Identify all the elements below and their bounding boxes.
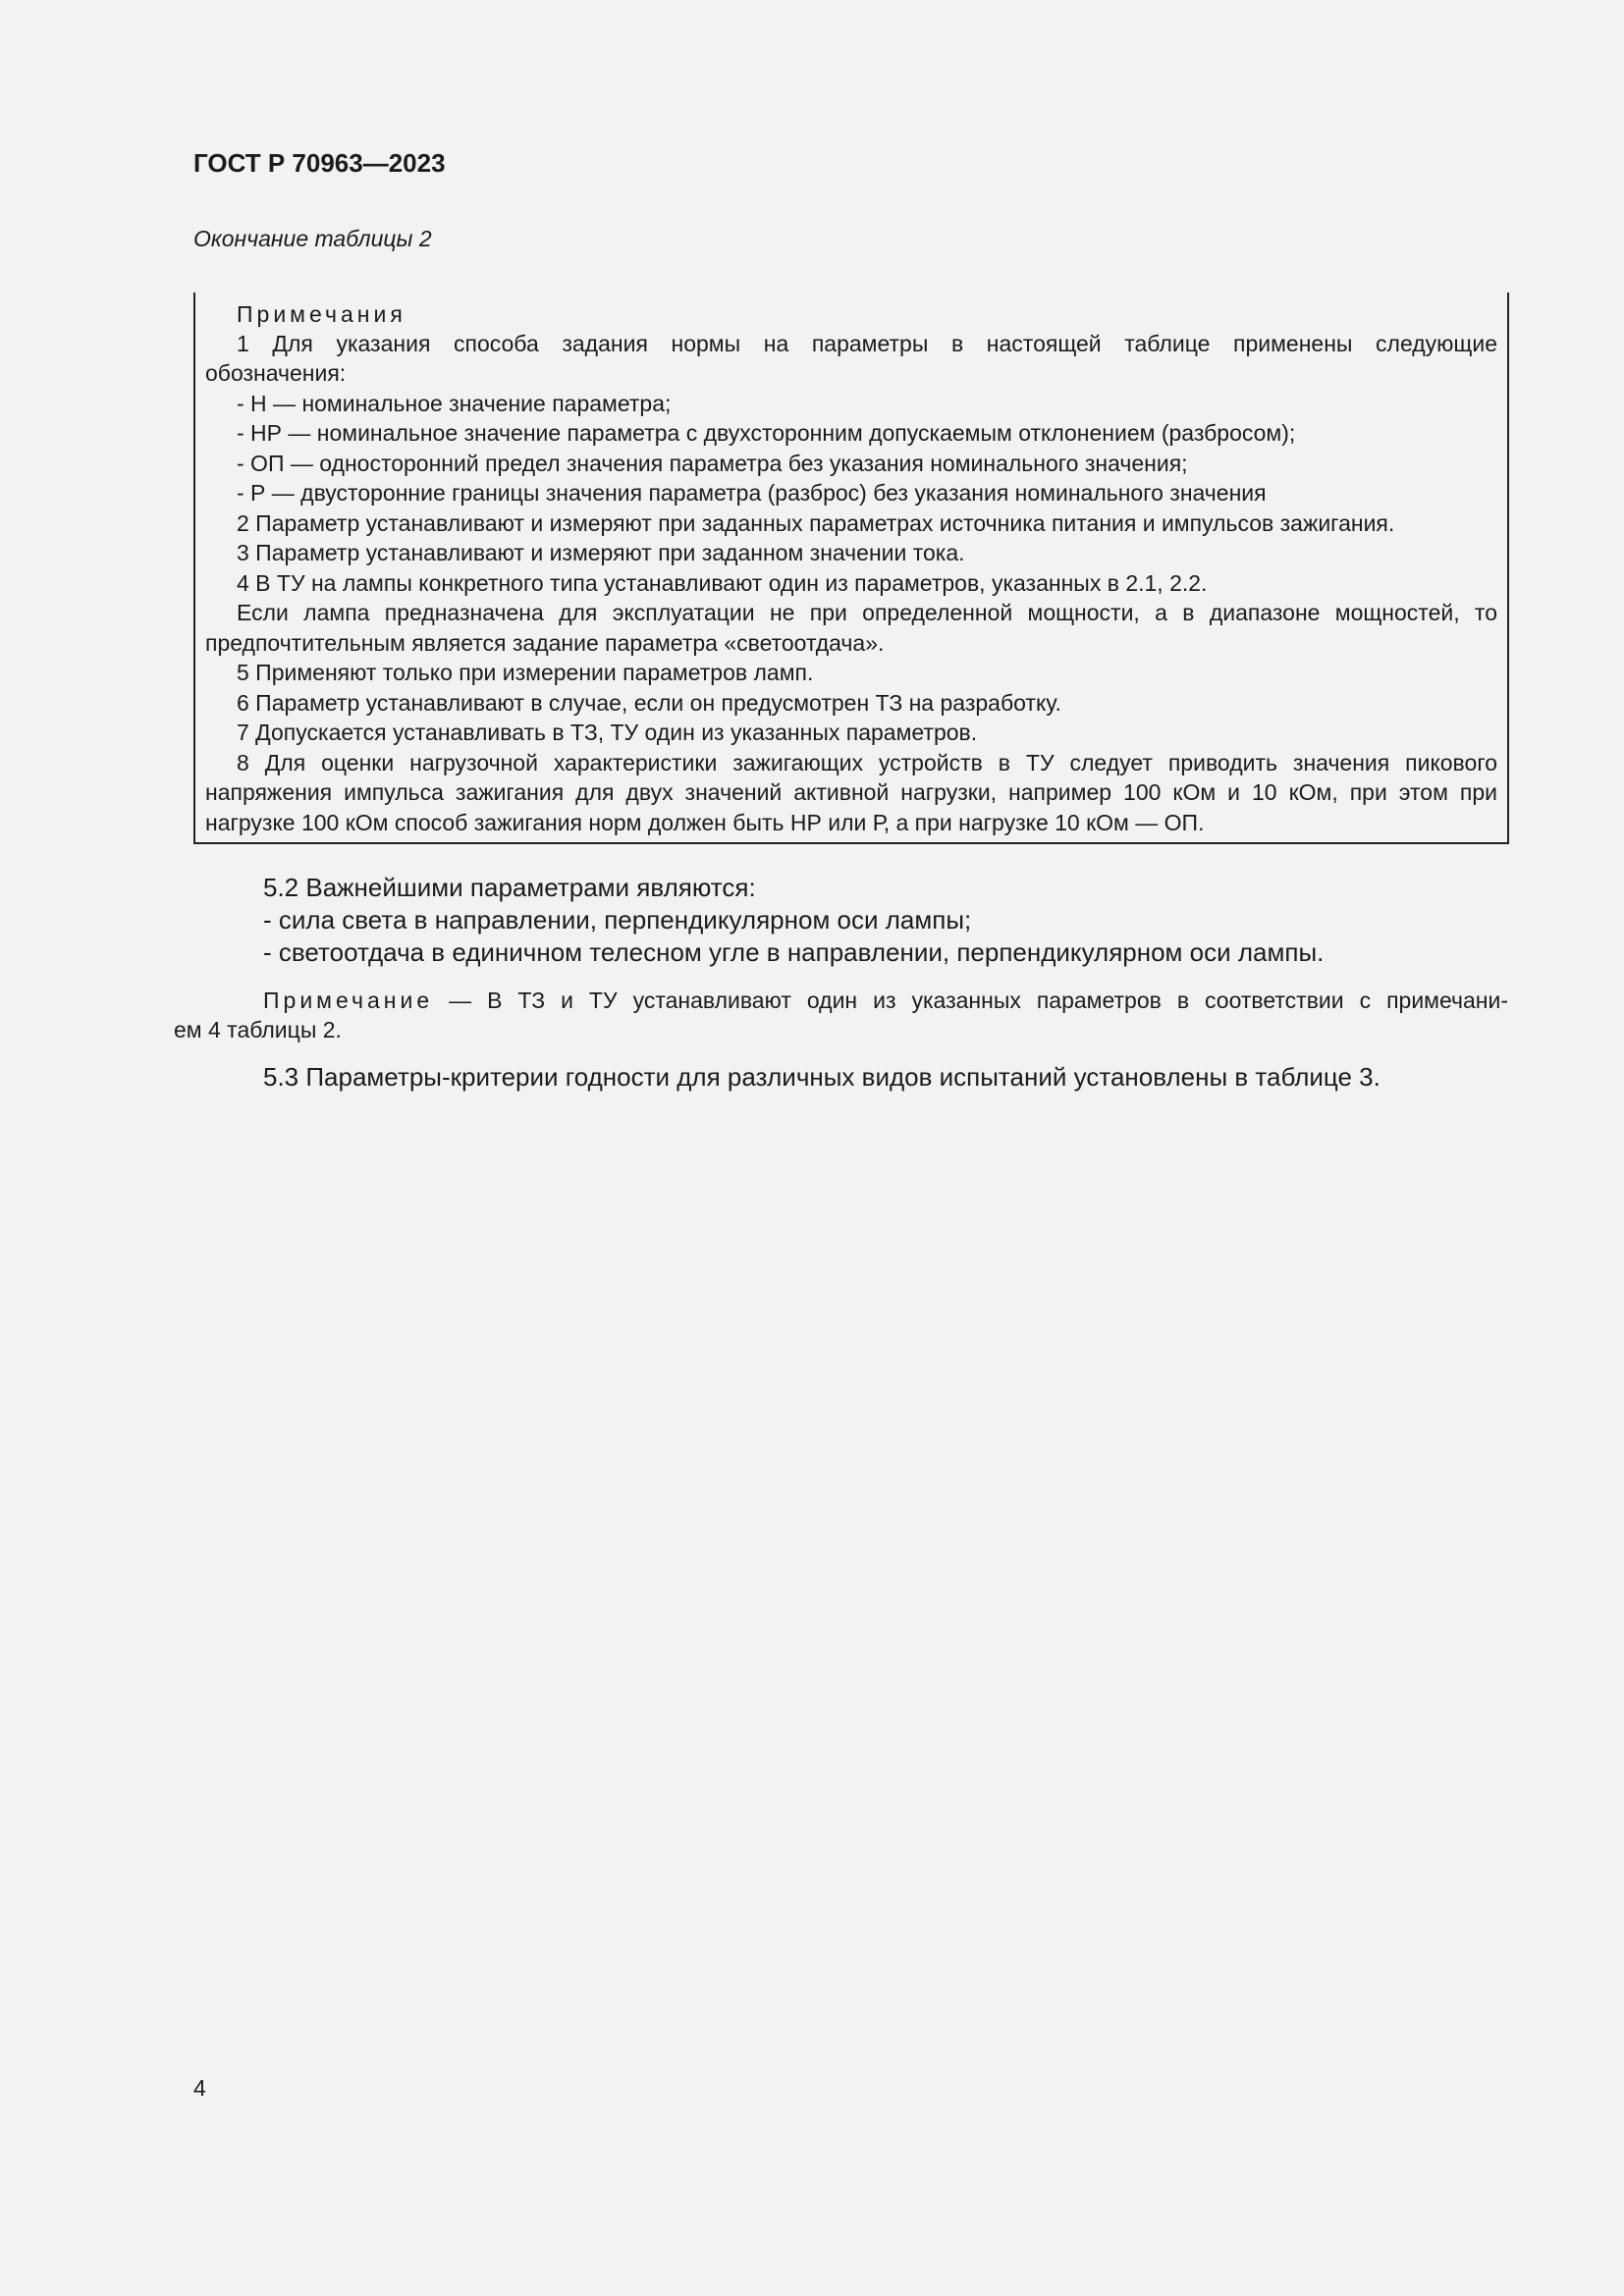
notes-title: Примечания: [237, 301, 406, 327]
clause-5-3: 5.3 Параметры-критерии годности для различных видов испытаний установлены в таблице 3.: [263, 1062, 1380, 1092]
table-notes-box: [193, 293, 1509, 844]
clause-5-2: 5.2 Важнейшими параметрами являются:: [263, 873, 756, 902]
note-line: Если лампа предназначена для эксплуатации не при определенной мощности, а в диапазоне мощностей, то: [237, 600, 1497, 625]
note-line: обозначения:: [205, 360, 347, 386]
table-caption: Окончание таблицы 2: [193, 226, 432, 251]
note-line: - ОП — односторонний предел значения параметра без указания номинального значения;: [237, 451, 1188, 476]
note-text: — В ТЗ и ТУ устанавливают один из указанных параметров в соответствии с примечани-: [433, 988, 1508, 1013]
clause-note-continuation: ем 4 таблицы 2.: [174, 1017, 342, 1042]
note-line: 6 Параметр устанавливают в случае, если он предусмотрен ТЗ на разработку.: [237, 690, 1061, 716]
note-line: 7 Допускается устанавливать в ТЗ, ТУ один из указанных параметров.: [237, 720, 978, 745]
clause-note: [263, 986, 1508, 1015]
note-line: - Р — двусторонние границы значения параметра (разброс) без указания номинального значения: [237, 480, 1267, 506]
note-line: 5 Применяют только при измерении параметров ламп.: [237, 660, 814, 685]
note-label: Примечание: [263, 988, 434, 1013]
note-line: 8 Для оценки нагрузочной характеристики зажигающих устройств в ТУ следует приводить значения пикового: [237, 750, 1497, 775]
note-line: предпочтительным является задание параметра «светоотдача».: [205, 630, 885, 656]
document-code-header: ГОСТ Р 70963—2023: [193, 148, 446, 178]
note-line: - Н — номинальное значение параметра;: [237, 391, 672, 416]
note-line: 3 Параметр устанавливают и измеряют при заданном значении тока.: [237, 540, 965, 565]
note-line: напряжения импульса зажигания для двух значений активной нагрузки, например 100 кОм и 10 кОм, при этом при: [205, 779, 1497, 805]
note-line: 4 В ТУ на лампы конкретного типа устанавливают один из параметров, указанных в 2.1, 2.2.: [237, 570, 1208, 596]
note-line: 1 Для указания способа задания нормы на параметры в настоящей таблице применены следующие: [237, 331, 1497, 356]
bullet-item: - сила света в направлении, перпендикулярном оси лампы;: [263, 905, 972, 934]
bullet-item: - светоотдача в единичном телесном угле в направлении, перпендикулярном оси лампы.: [263, 937, 1325, 967]
note-line: - НР — номинальное значение параметра с двухсторонним допускаемым отклонением (разбросом);: [237, 420, 1296, 446]
note-line: 2 Параметр устанавливают и измеряют при заданных параметрах источника питания и импульсов зажигания.: [237, 510, 1395, 536]
page-number: 4: [193, 2075, 206, 2101]
note-line: нагрузке 100 кОм способ зажигания норм должен быть НР или Р, а при нагрузке 10 кОм — ОП.: [205, 810, 1205, 835]
